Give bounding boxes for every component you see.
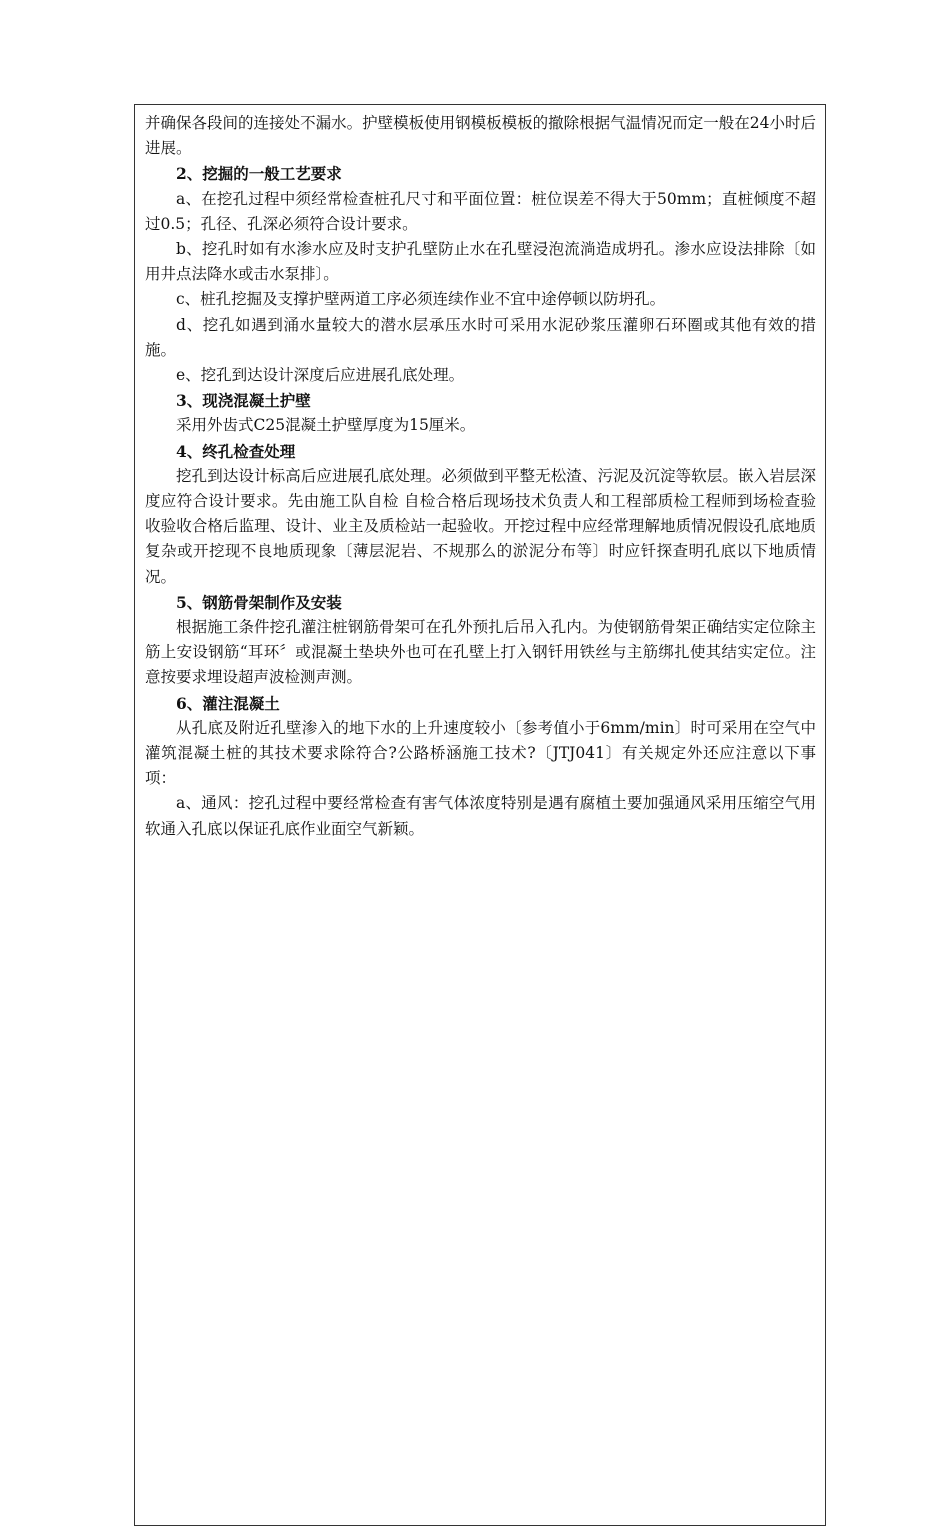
paragraph-2a: a、在挖孔过程中须经常检查桩孔尺寸和平面位置：桩位误差不得大于50mm；直桩倾度不超过0.5；孔径、孔深必须符合设计要求。 [145, 189, 816, 233]
paragraph-2c: c、桩孔挖掘及支撑护壁两道工序必须连续作业不宜中途停顿以防坍孔。 [176, 290, 666, 309]
section-heading-3: 3、现浇混凝土护壁 [176, 391, 311, 411]
section-heading-6: 6、灌注混凝土 [176, 693, 280, 713]
document-table-cell [134, 104, 826, 1526]
paragraph-2d: d、挖孔如遇到涌水量较大的潜水层承压水时可采用水泥砂浆压灌卵石环圈或其他有效的措施。 [145, 315, 816, 359]
document-body [145, 111, 816, 842]
paragraph-2e: e、挖孔到达设计深度后应进展孔底处理。 [176, 366, 465, 385]
paragraph-continuation: 并确保各段间的连接处不漏水。护壁模板使用钢模板模板的撤除根据气温情况而定一般在24小时后进展。 [145, 114, 816, 158]
paragraph-5: 根据施工条件挖孔灌注桩钢筋骨架可在孔外预扎后吊入孔内。为使钢筋骨架正确结实定位除主筋上安设钢筋“耳环〞或混凝土垫块外也可在孔壁上打入钢钎用铁丝与主筋绑扎使其结实定位。注意按要求埋设超声波检测声测。 [145, 618, 816, 687]
section-heading-2: 2、挖掘的一般工艺要求 [176, 164, 342, 184]
section-heading-4: 4、终孔检查处理 [176, 441, 296, 461]
paragraph-3: 采用外齿式C25混凝土护壁厚度为15厘米。 [176, 416, 476, 435]
paragraph-2b: b、挖孔时如有水渗水应及时支护孔壁防止水在孔壁浸泡流淌造成坍孔。渗水应设法排除〔如用井点法降水或击水泵排〕。 [145, 240, 816, 284]
paragraph-4: 挖孔到达设计标高后应进展孔底处理。必须做到平整无松渣、污泥及沉淀等软层。嵌入岩层深度应符合设计要求。先由施工队自检 自检合格后现场技术负责人和工程部质检工程师到场检查验收验收合格后监理、设计、业主及质检站一起验收。开挖过程中应经常理解地质情况假设孔底地质复杂或开挖现不良地质现象〔薄层泥岩、不规那么的淤泥分布等〕时应钎探查明孔底以下地质情况。 [145, 466, 816, 586]
section-heading-5: 5、钢筋骨架制作及安装 [176, 592, 342, 612]
paragraph-6: 从孔底及附近孔壁渗入的地下水的上升速度较小〔参考值小于6mm/min〕时可采用在空气中灌筑混凝土桩的其技术要求除符合?公路桥涵施工技术?〔JTJ041〕有关规定外还应注意以下事项： [145, 718, 816, 788]
paragraph-6a: a、通风：挖孔过程中要经常检查有害气体浓度特别是遇有腐植土要加强通风采用压缩空气用软通入孔底以保证孔底作业面空气新颖。 [145, 794, 816, 838]
